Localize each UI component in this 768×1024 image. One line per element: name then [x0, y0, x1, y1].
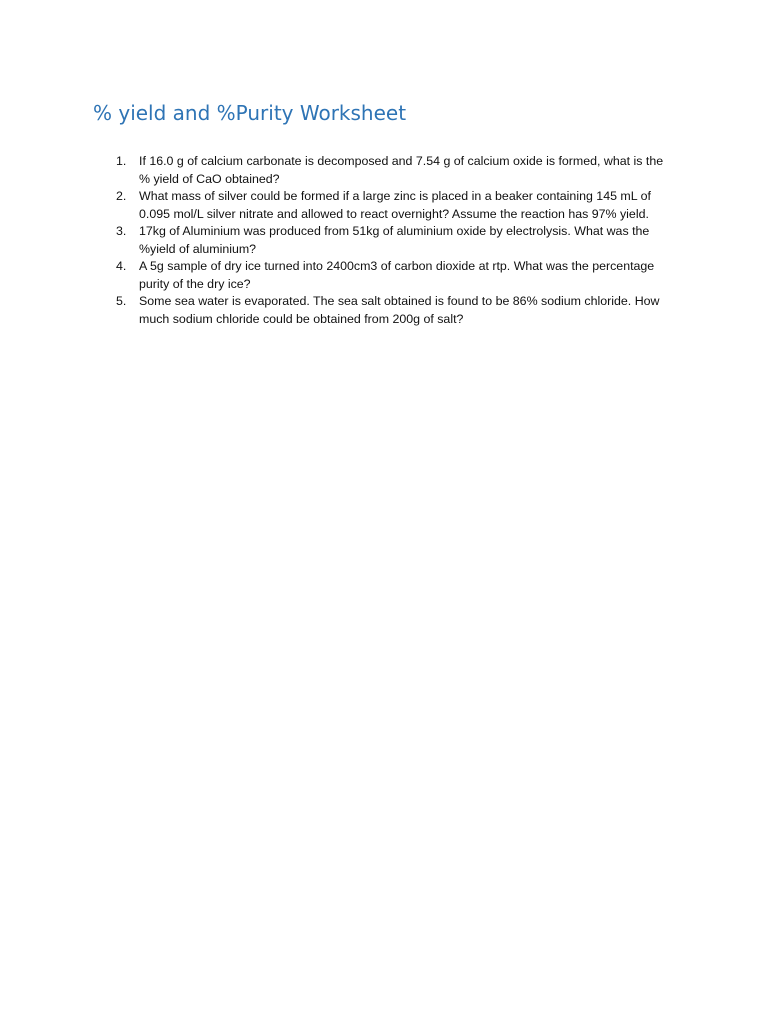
- question-number: 3.: [116, 224, 127, 238]
- question-text: 17kg of Aluminium was produced from 51kg of aluminium oxide by electrolysis. What was the %yield of aluminium?: [139, 224, 650, 256]
- question-text: A 5g sample of dry ice turned into 2400cm3 of carbon dioxide at rtp. What was the percentage purity of the dry ice?: [139, 259, 655, 291]
- question-list: [116, 153, 676, 328]
- question-item: [116, 153, 676, 188]
- question-item: [116, 258, 676, 293]
- page-title: % yield and %Purity Worksheet: [93, 101, 407, 125]
- question-text: If 16.0 g of calcium carbonate is decomposed and 7.54 g of calcium oxide is formed, what is the % yield of CaO obtained?: [139, 154, 664, 186]
- question-item: [116, 223, 676, 258]
- question-item: [116, 293, 676, 328]
- question-number: 1.: [116, 154, 127, 168]
- question-item: [116, 188, 676, 223]
- question-text: What mass of silver could be formed if a large zinc is placed in a beaker containing 145 mL of 0.095 mol/L silver nitrate and allowed to react overnight? Assume the reaction has 97% yield.: [139, 189, 651, 221]
- question-number: 4.: [116, 259, 127, 273]
- question-number: 2.: [116, 189, 127, 203]
- question-text: Some sea water is evaporated. The sea salt obtained is found to be 86% sodium chloride. How much sodium chloride could be obtained from 200g of salt?: [139, 294, 660, 326]
- question-number: 5.: [116, 294, 127, 308]
